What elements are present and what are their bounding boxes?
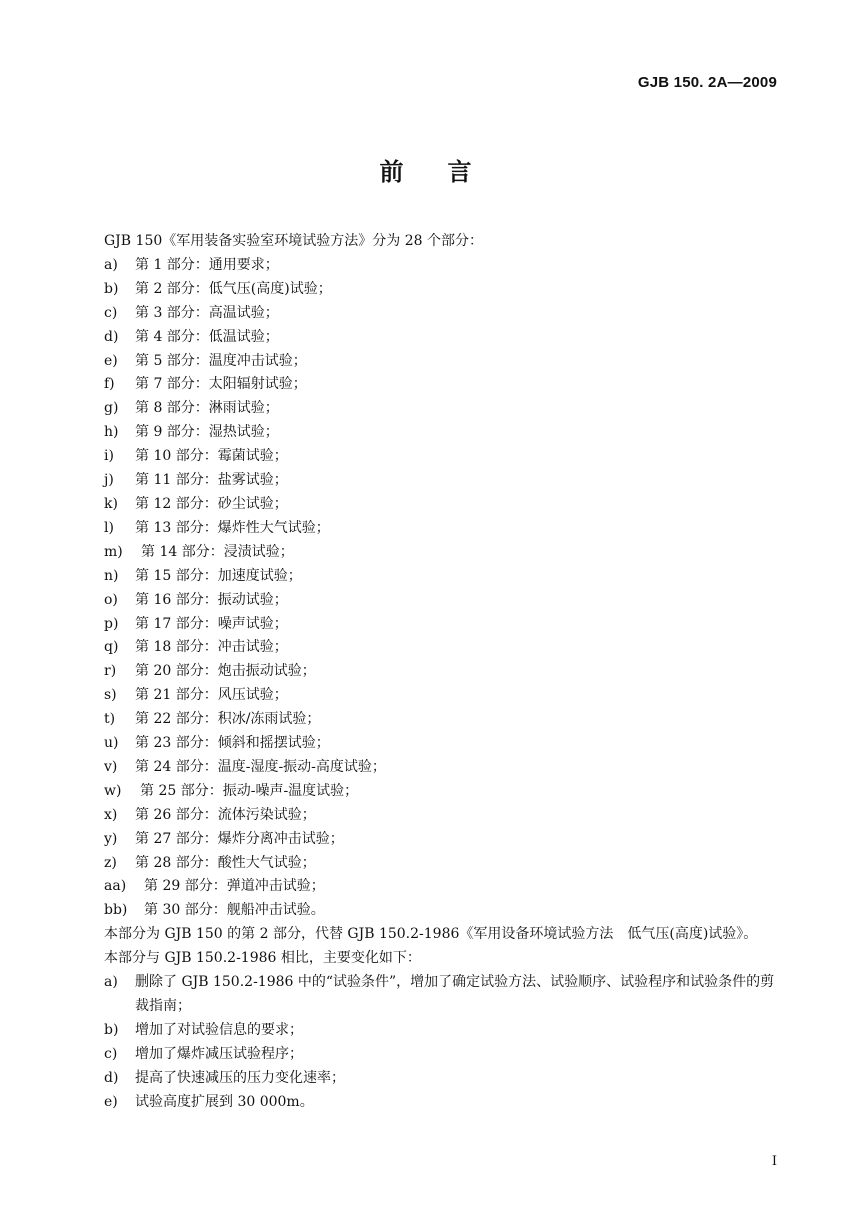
list-item [104, 326, 784, 350]
list-text: 第 30 部分：舰船冲击试验。 [144, 902, 325, 919]
list-text: 增加了爆炸减压试验程序； [135, 1045, 303, 1062]
list-item [104, 254, 784, 278]
list-item [104, 613, 784, 637]
list-marker: f) [104, 376, 115, 393]
list-text: 第 23 部分：倾斜和摇摆试验； [135, 735, 330, 752]
list-item [104, 684, 784, 708]
list-item [104, 397, 784, 421]
list-marker: d) [104, 1069, 119, 1086]
list-item [104, 565, 784, 589]
list-item [104, 804, 784, 828]
list-item [104, 541, 784, 565]
list-text: 第 27 部分：爆炸分离冲击试验； [135, 830, 344, 847]
list-item [104, 852, 784, 876]
list-marker: m) [104, 543, 123, 560]
list-item [104, 780, 784, 804]
list-text: 第 24 部分：温度-湿度-振动-高度试验； [135, 758, 386, 775]
list-marker: d) [104, 328, 119, 345]
list-item [104, 421, 784, 445]
list-item [104, 493, 784, 517]
list-text: 第 7 部分：太阳辐射试验； [135, 376, 307, 393]
list-marker: a) [104, 974, 118, 991]
list-text: 试验高度扩展到 30 000m。 [135, 1093, 314, 1110]
list-marker: aa) [104, 878, 127, 895]
list-marker: l) [104, 519, 114, 536]
list-item [104, 875, 784, 899]
foreword-body [104, 230, 784, 1115]
changes-intro-paragraph: 本部分与 GJB 150.2-1986 相比，主要变化如下： [104, 950, 421, 967]
list-item [104, 756, 784, 780]
page-title: 前言 [379, 158, 516, 186]
list-marker: g) [104, 400, 119, 417]
list-marker: n) [104, 567, 119, 584]
list-text: 第 14 部分：浸渍试验； [141, 543, 294, 560]
list-text: 第 28 部分：酸性大气试验； [135, 854, 316, 871]
list-item [104, 278, 784, 302]
list-text: 第 1 部分：通用要求； [135, 256, 279, 273]
list-text: 第 5 部分：温度冲击试验； [135, 352, 307, 369]
list-marker: e) [104, 1093, 118, 1110]
list-marker: j) [104, 472, 114, 489]
standard-code-header: GJB 150. 2A—2009 [637, 74, 777, 91]
list-marker: a) [104, 256, 118, 273]
list-text: 第 15 部分：加速度试验； [135, 567, 302, 584]
parts-list [104, 254, 784, 923]
replacement-paragraph: 本部分为 GJB 150 的第 2 部分，代替 GJB 150.2-1986《军用设备环境试验方法 低气压(高度)试验》。 [104, 926, 758, 943]
changes-list [104, 971, 784, 1114]
list-text: 第 29 部分：弹道冲击试验； [144, 878, 325, 895]
list-marker: i) [104, 448, 114, 465]
list-text: 第 20 部分：炮击振动试验； [135, 663, 316, 680]
list-text: 第 26 部分：流体污染试验； [135, 806, 316, 823]
list-marker: b) [104, 1021, 119, 1038]
list-text: 第 12 部分：砂尘试验； [135, 495, 288, 512]
list-marker: b) [104, 280, 119, 297]
list-marker: w) [104, 782, 122, 799]
list-marker: z) [104, 854, 117, 871]
list-text: 第 2 部分：低气压(高度)试验； [135, 280, 332, 297]
list-text: 增加了对试验信息的要求； [135, 1021, 303, 1038]
list-marker: y) [104, 830, 118, 847]
list-item [104, 971, 784, 1019]
list-marker: e) [104, 352, 118, 369]
page-number: I [771, 1154, 777, 1169]
intro-paragraph: GJB 150《军用装备实验室环境试验方法》分为 28 个部分： [104, 233, 483, 249]
list-marker: x) [104, 806, 118, 823]
list-marker: t) [104, 711, 116, 728]
list-text: 第 25 部分：振动-噪声-温度试验； [140, 782, 359, 799]
list-marker: c) [104, 304, 118, 321]
list-item [104, 732, 784, 756]
list-item [104, 660, 784, 684]
list-text: 第 10 部分：霉菌试验； [135, 448, 288, 465]
list-item [104, 1067, 784, 1091]
list-item [104, 373, 784, 397]
list-text: 第 8 部分：淋雨试验； [135, 400, 279, 417]
list-text: 第 17 部分：噪声试验； [135, 615, 288, 632]
list-marker: q) [104, 639, 119, 656]
list-item [104, 828, 784, 852]
list-item [104, 350, 784, 374]
list-marker: r) [104, 663, 117, 680]
list-marker: o) [104, 591, 118, 608]
list-text: 第 11 部分：盐雾试验； [135, 472, 288, 489]
list-marker: v) [104, 758, 118, 775]
list-item [104, 1091, 784, 1115]
list-item [104, 517, 784, 541]
list-marker: bb) [104, 902, 128, 919]
list-marker: s) [104, 687, 117, 704]
list-text: 第 3 部分：高温试验； [135, 304, 279, 321]
list-text: 第 16 部分：振动试验； [135, 591, 288, 608]
list-marker: u) [104, 735, 119, 752]
list-marker: c) [104, 1045, 118, 1062]
list-text: 第 18 部分：冲击试验； [135, 639, 288, 656]
list-item [104, 469, 784, 493]
list-item [104, 1019, 784, 1043]
list-item [104, 445, 784, 469]
list-text: 第 9 部分：湿热试验； [135, 424, 279, 441]
list-text: 提高了快速减压的压力变化速率； [135, 1069, 345, 1086]
list-item [104, 899, 784, 923]
list-marker: h) [104, 424, 119, 441]
list-item [104, 302, 784, 326]
list-text: 第 13 部分：爆炸性大气试验； [135, 519, 330, 536]
list-text: 第 4 部分：低温试验； [135, 328, 279, 345]
list-text: 删除了 GJB 150.2-1986 中的“试验条件”，增加了确定试验方法、试验顺序、试验程序和试验条件的剪裁指南； [135, 974, 775, 1014]
list-marker: k) [104, 495, 118, 512]
list-item [104, 589, 784, 613]
list-item [104, 1043, 784, 1067]
list-item [104, 636, 784, 660]
list-item [104, 708, 784, 732]
list-marker: p) [104, 615, 119, 632]
list-text: 第 22 部分：积冰/冻雨试验； [135, 711, 321, 728]
list-text: 第 21 部分：风压试验； [135, 687, 288, 704]
